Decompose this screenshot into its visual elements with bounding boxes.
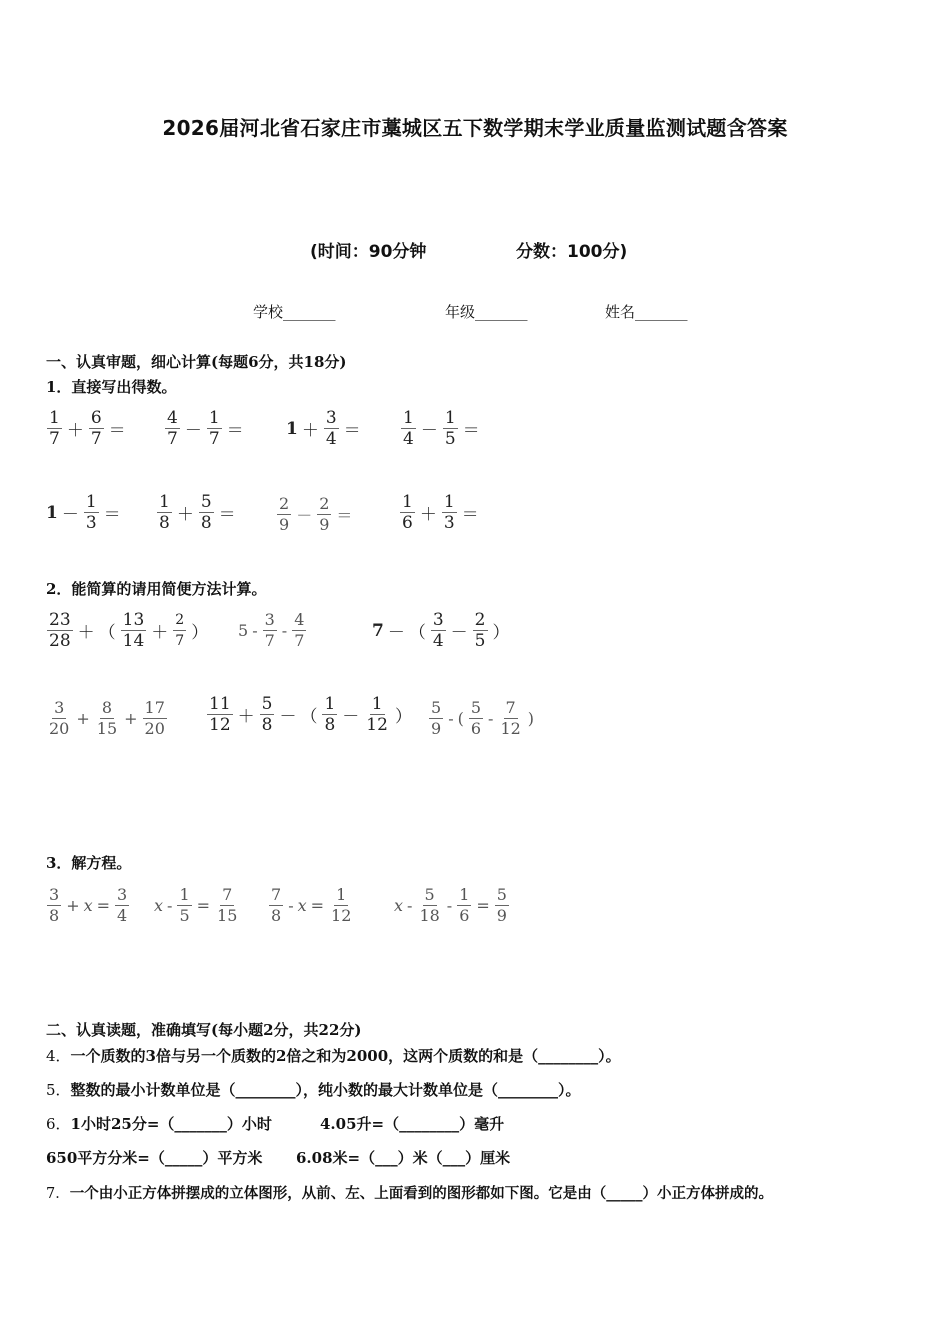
section1-heading: 一、认真审题，细心计算(每题6分，共18分) <box>46 353 347 371</box>
q3-expr-3: 7 8 - x = $\frac{1}{12}$ <box>271 885 352 925</box>
grade-field[interactable]: 年级_______ <box>445 303 528 321</box>
q2-expr-2: 5 - 3 7 - 4 7 <box>238 610 305 650</box>
score-info: 分数：100分) <box>516 242 628 262</box>
question-1: 1．直接写出得数。 <box>46 378 177 396</box>
q3-expr-2: x - $\frac{1}{5}$ = $\frac{7}{15}$ <box>154 885 238 925</box>
q2-expr-6: 5 9 - ( 5 6 - 7 12 ) <box>431 698 535 738</box>
q1-expr-2: 4 7 － 1 7 ＝ <box>167 408 244 449</box>
time-info: (时间：90分钟 <box>310 242 427 262</box>
q1-expr-6: 1 8 ＋ 5 8 ＝ <box>159 492 236 533</box>
section2-heading: 二、认真读题，准确填写(每小题2分，共22分) <box>46 1021 362 1039</box>
q3-expr-1: 3 8 + x = $\frac{3}{4}$ <box>49 885 128 925</box>
q2-expr-1: 23 28 ＋ （ 13 14 ＋ 2 7 ） <box>49 610 209 651</box>
question-2: 2．能简算的请用简便方法计算。 <box>46 580 267 598</box>
question-7: 7．一个由小正方体拼摆成的立体图形，从前、左、上面看到的图形都如下图。它是由（_____）小正方体拼成的。 <box>46 1185 773 1202</box>
q2-expr-5: 11 12 ＋ 5 8 － （ 1 8 － 1 12 ） <box>209 694 412 735</box>
q1-expr-4: 1 4 － 1 5 ＝ <box>403 408 480 449</box>
q1-expr-8: 1 6 ＋ 1 3 ＝ <box>402 492 479 533</box>
name-field[interactable]: 姓名_______ <box>605 303 688 321</box>
q2-expr-4: 3 20 + $\frac{8}{15}$ + $\frac{17}{20}$ <box>49 698 165 738</box>
school-field[interactable]: 学校_______ <box>253 303 336 321</box>
question-4: 4．一个质数的3倍与另一个质数的2倍之和为2000，这两个质数的和是（________）。 <box>46 1047 621 1065</box>
question-6b: 4.05升=（________）毫升 <box>320 1115 505 1133</box>
page-title: 2026届河北省石家庄市藁城区五下数学期末学业质量监测试题含答案 <box>162 116 788 140</box>
q1-expr-7: 2 9 － 2 9 ＝ <box>279 494 353 534</box>
question-3: 3．解方程。 <box>46 854 132 872</box>
q1-expr-5: 1 － 1 3 ＝ <box>46 492 121 533</box>
q1-expr-3: 1 ＋ 3 4 ＝ <box>286 408 361 449</box>
question-6c: 650平方分米=（_____）平方米 <box>46 1149 263 1167</box>
question-5: 5．整数的最小计数单位是（________），纯小数的最大计数单位是（________）。 <box>46 1081 581 1099</box>
question-6a: 6．1小时25分=（_______）小时 <box>46 1115 272 1133</box>
q1-expr-1: 1 7 ＋ 6 7 ＝ <box>49 408 126 449</box>
q3-expr-4: x - 5 18 - $\frac{1}{6}$ = $\frac{5}{9}$ <box>394 885 507 925</box>
q2-expr-3: 7 － （ 3 4 － 2 5 ） <box>372 610 510 651</box>
question-6d: 6.08米=（___）米（___）厘米 <box>296 1149 511 1167</box>
